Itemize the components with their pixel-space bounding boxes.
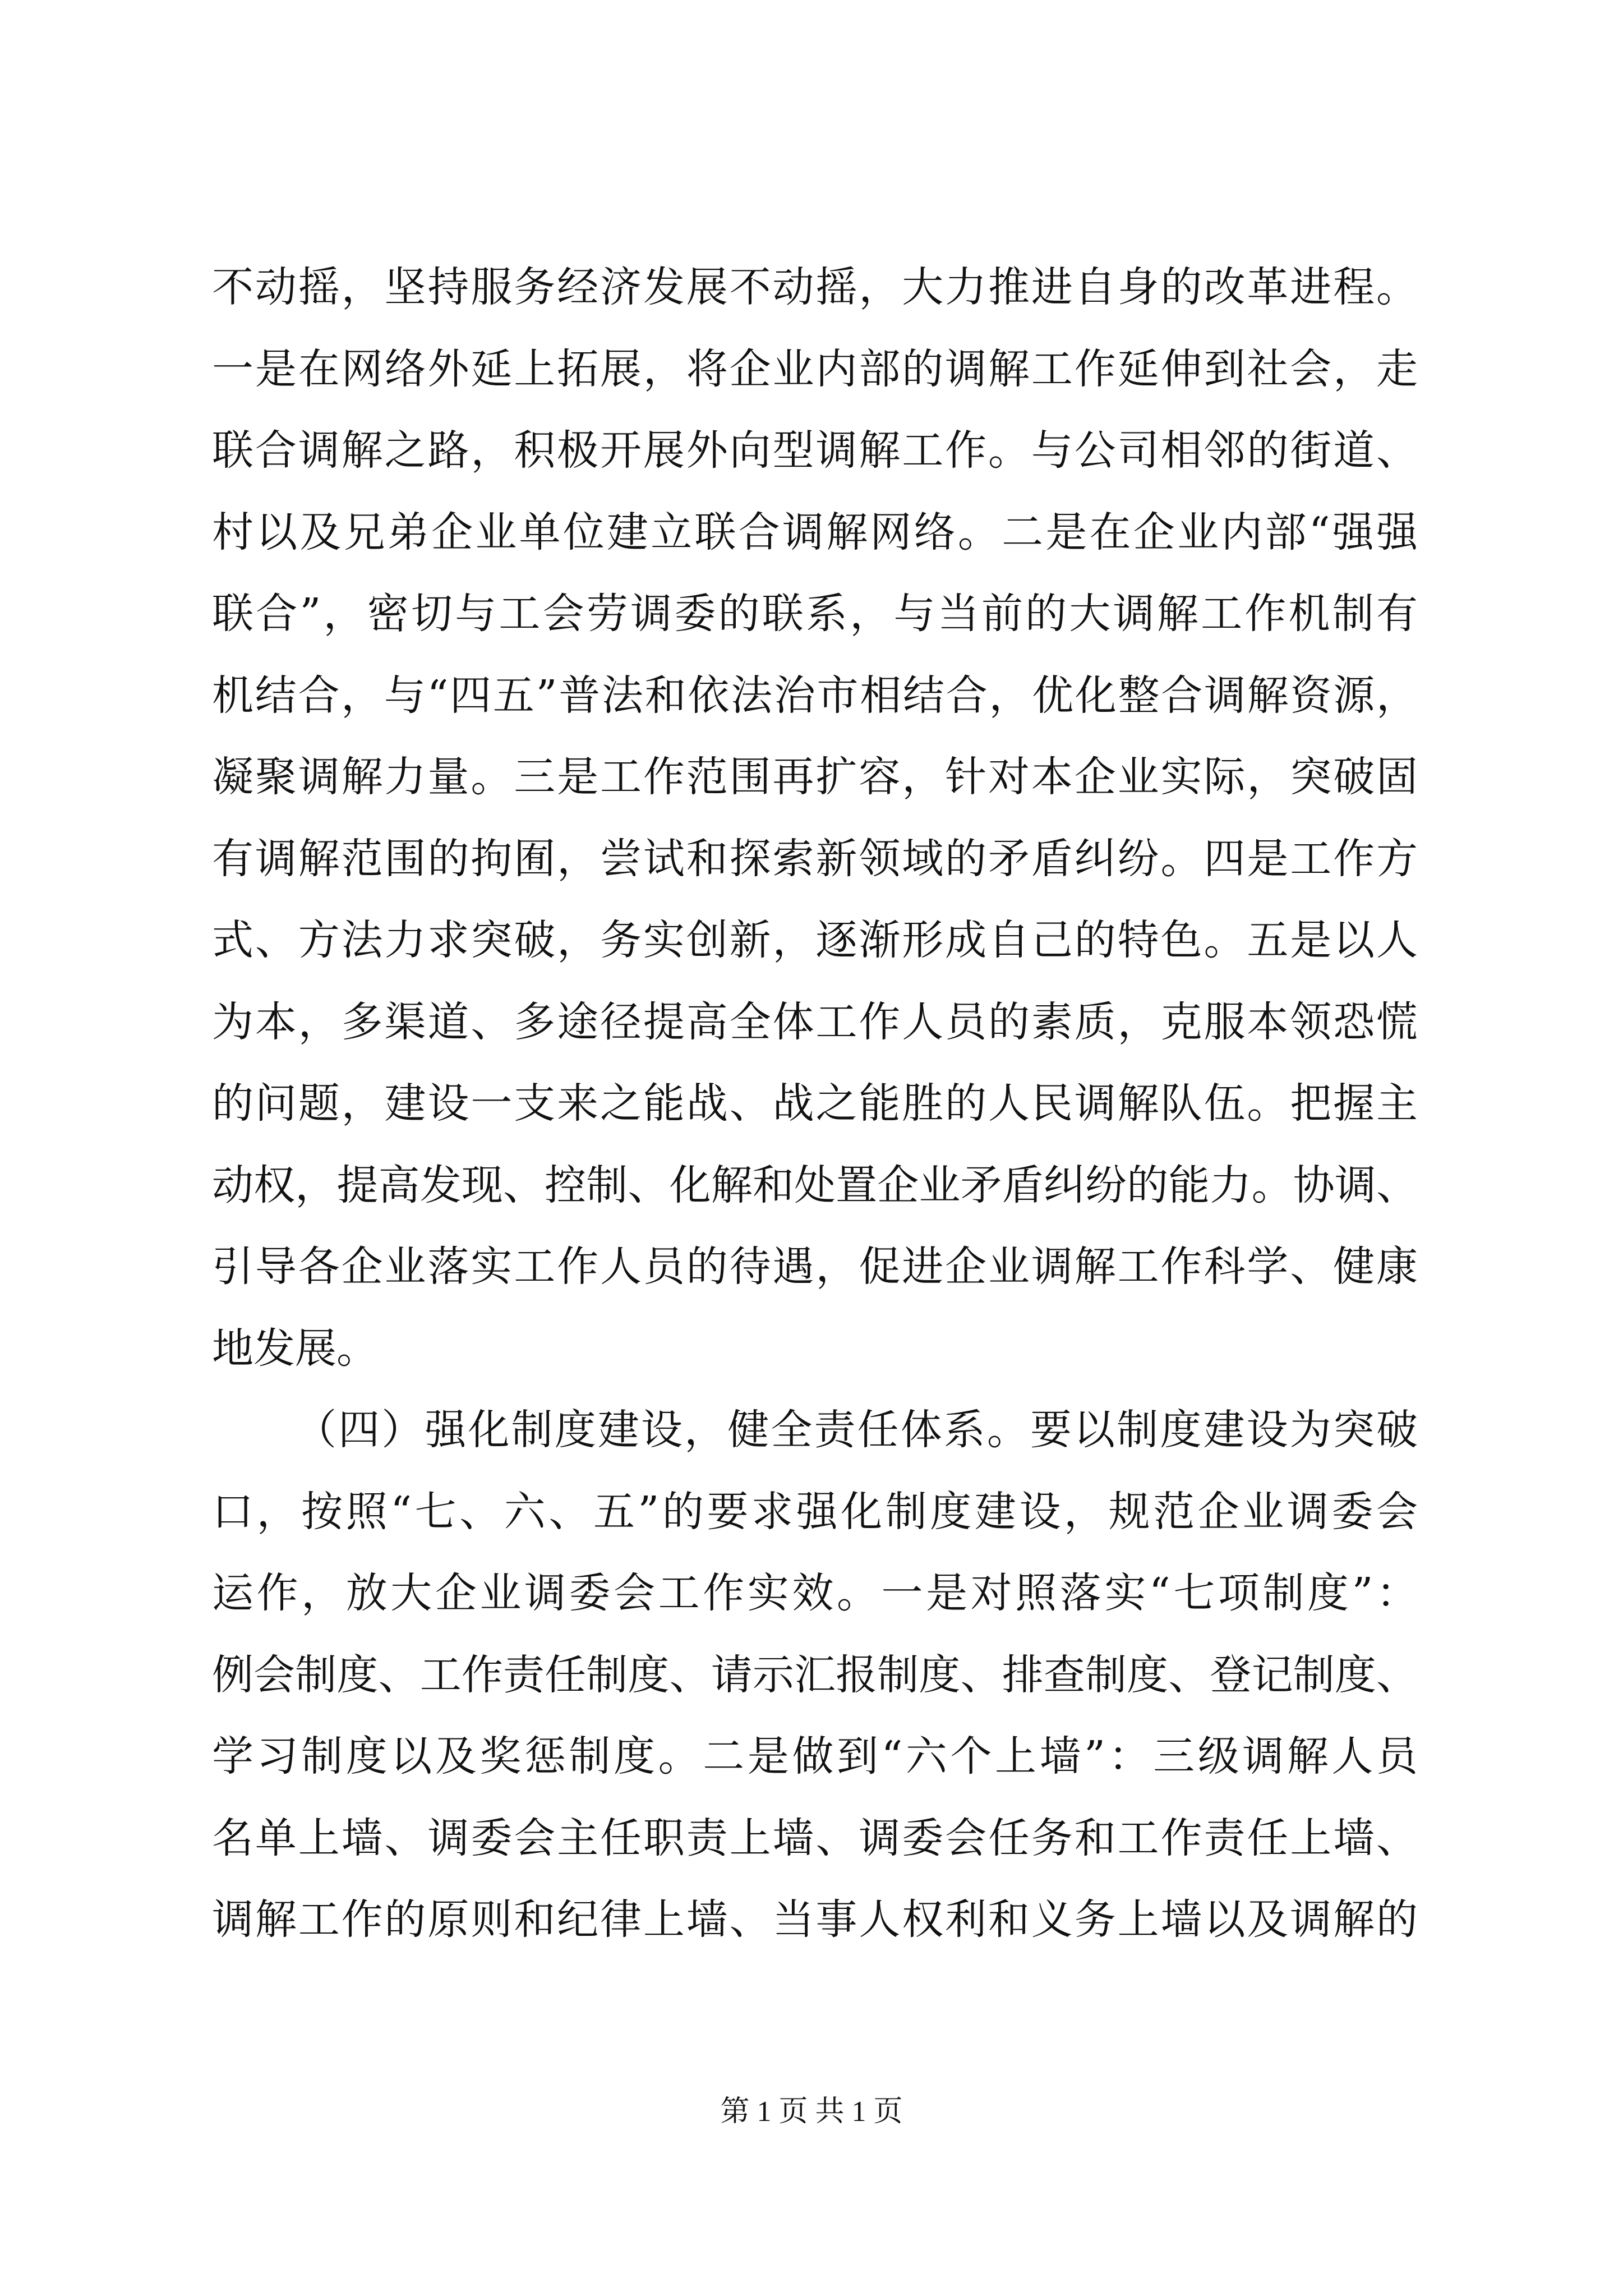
text-line: 名单上墙、调委会主任职责上墙、调委会任务和工作责任上墙、 <box>212 1814 1418 1862</box>
text-line: 运作，放大企业调委会工作实效。一是对照落实“七项制度”： <box>212 1569 1418 1617</box>
text-line: 联合”，密切与工会劳调委的联系，与当前的大调解工作机制有 <box>212 590 1418 638</box>
text-line: 不动摇，坚持服务经济发展不动摇，大力推进自身的改革进程。 <box>212 263 1418 311</box>
text-line: 为本，多渠道、多途径提高全体工作人员的素质，克服本领恐慌 <box>212 997 1418 1046</box>
body-text <box>212 247 1418 1961</box>
text-line: 调解工作的原则和纪律上墙、当事人权利和义务上墙以及调解的 <box>212 1895 1418 1944</box>
text-line: 动权，提高发现、控制、化解和处置企业矛盾纠纷的能力。协调、 <box>212 1161 1418 1209</box>
text-line: 有调解范围的拘囿，尝试和探索新领域的矛盾纠纷。四是工作方 <box>212 834 1418 883</box>
text-line: 学习制度以及奖惩制度。二是做到“六个上墙”：三级调解人员 <box>212 1732 1418 1780</box>
text-line-paragraph-start: （四）强化制度建设，健全责任体系。要以制度建设为突破 <box>295 1406 1418 1454</box>
page-number-footer: 第 1 页 共 1 页 <box>720 2096 903 2128</box>
text-line-paragraph-end: 地发展。 <box>212 1324 378 1373</box>
text-line: 联合调解之路，积极开展外向型调解工作。与公司相邻的街道、 <box>212 426 1418 475</box>
text-line: 例会制度、工作责任制度、请示汇报制度、排查制度、登记制度、 <box>212 1650 1418 1699</box>
text-line: 机结合，与“四五”普法和依法治市相结合，优化整合调解资源， <box>212 671 1418 720</box>
text-line: 的问题，建设一支来之能战、战之能胜的人民调解队伍。把握主 <box>212 1079 1418 1128</box>
text-line: 村以及兄弟企业单位建立联合调解网络。二是在企业内部“强强 <box>212 508 1418 556</box>
text-line: 凝聚调解力量。三是工作范围再扩容，针对本企业实际，突破固 <box>212 753 1418 801</box>
text-line: 引导各企业落实工作人员的待遇，促进企业调解工作科学、健康 <box>212 1243 1418 1291</box>
text-line: 式、方法力求突破，务实创新，逐渐形成自己的特色。五是以人 <box>212 916 1418 964</box>
text-line: 口，按照“七、六、五”的要求强化制度建设，规范企业调委会 <box>212 1487 1418 1536</box>
text-line: 一是在网络外延上拓展，将企业内部的调解工作延伸到社会，走 <box>212 344 1418 393</box>
